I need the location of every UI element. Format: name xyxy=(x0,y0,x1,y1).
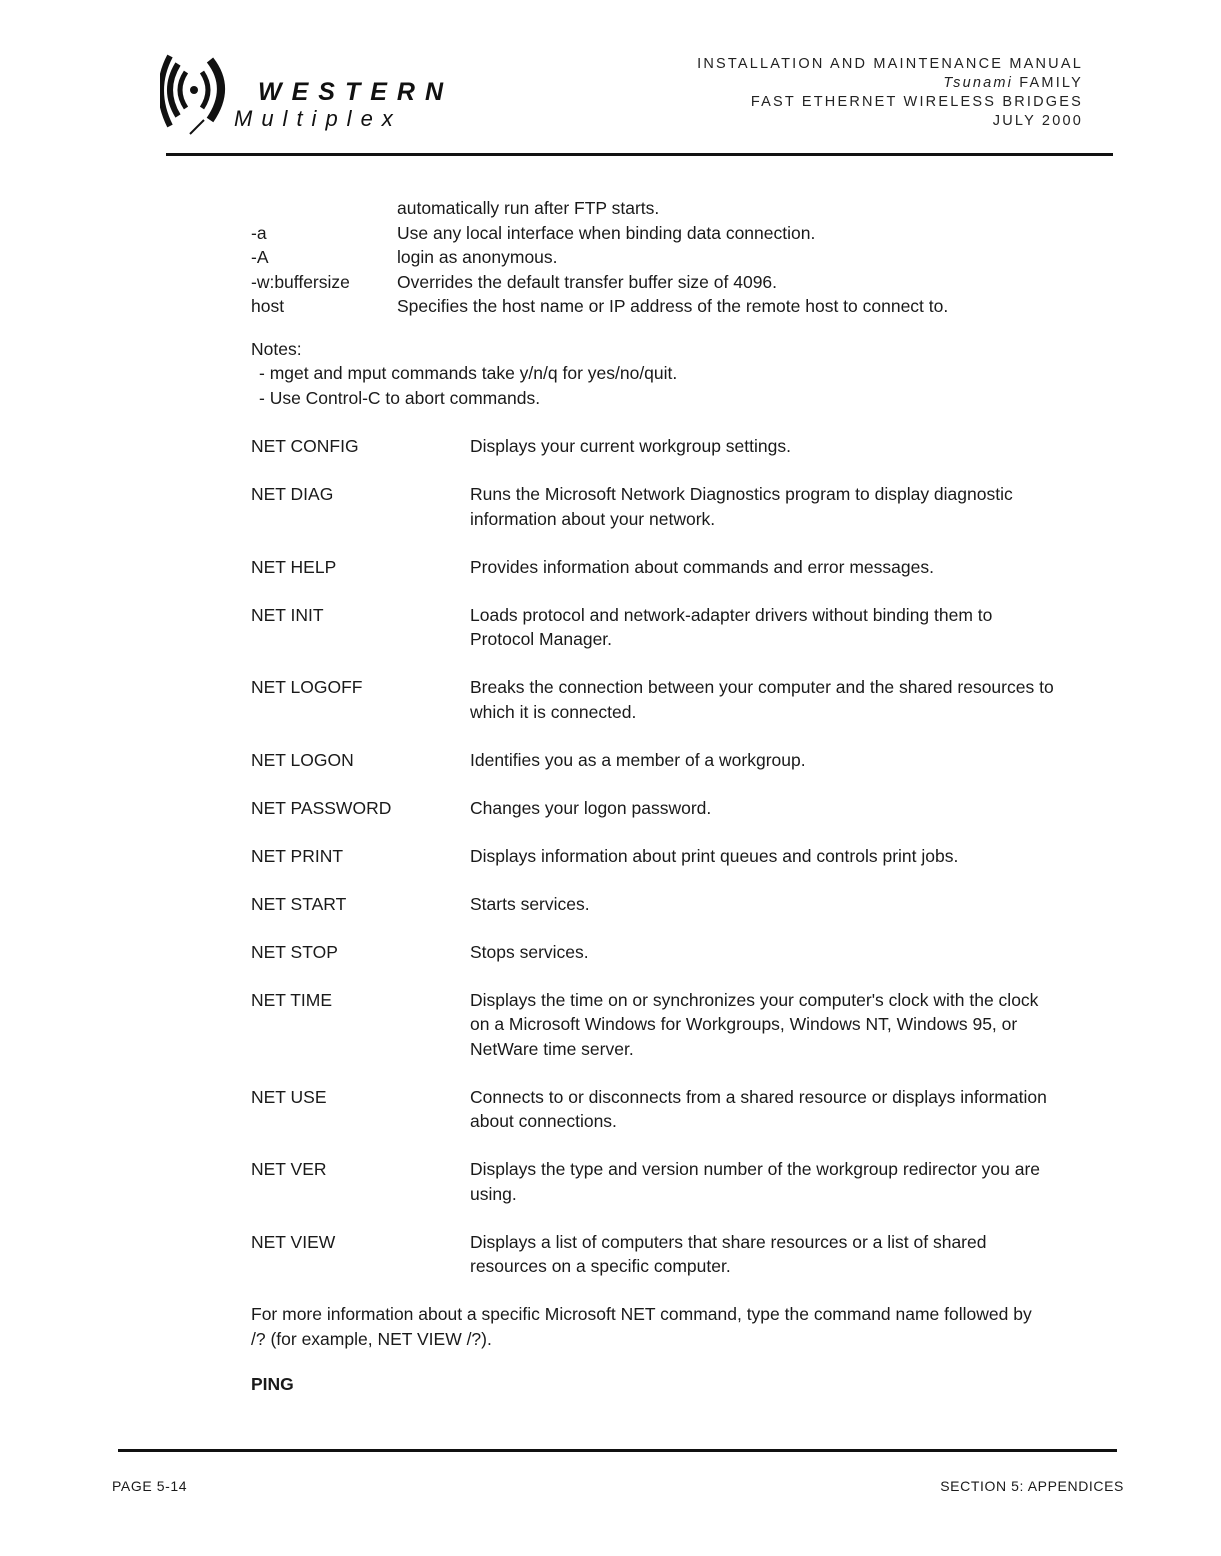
radio-wave-signal-icon xyxy=(160,50,240,140)
note-item: - mget and mput commands take y/n/q for yes/no/quit. xyxy=(259,363,678,383)
command-description: Breaks the connection between your computer and the shared resources to which it is connected. xyxy=(470,677,1054,722)
notes-title: Notes: xyxy=(251,338,302,359)
command-description: Starts services. xyxy=(470,893,590,914)
command-name: NET START xyxy=(251,893,347,914)
command-name: NET CONFIG xyxy=(251,436,359,456)
option-description: Use any local interface when binding data connection. xyxy=(397,222,816,243)
command-description: Stops services. xyxy=(470,941,589,962)
command-name: NET LOGOFF xyxy=(251,677,363,697)
command-row xyxy=(251,1157,1071,1206)
option-row xyxy=(251,196,1071,221)
notes-block xyxy=(251,337,1071,411)
option-description: automatically run after FTP starts. xyxy=(397,198,660,218)
command-description: Loads protocol and network-adapter drivers without binding them to Protocol Manager. xyxy=(470,604,993,649)
command-description: Runs the Microsoft Network Diagnostics program to display diagnostic information about your network. xyxy=(470,484,1013,529)
command-description: Provides information about commands and error messages. xyxy=(470,556,934,577)
command-description: Displays a list of computers that share resources or a list of shared resources on a specific computer. xyxy=(470,1231,987,1276)
command-row xyxy=(251,482,1071,531)
command-name: NET PASSWORD xyxy=(251,797,392,818)
command-row xyxy=(251,892,1071,917)
command-row xyxy=(251,603,1071,652)
command-row xyxy=(251,1230,1071,1279)
command-row xyxy=(251,434,1071,459)
command-description: Displays the time on or synchronizes your computer's clock with the clock on a Microsoft Windows for Workgroups, Windows NT, Windows 95, or NetWare time server. xyxy=(470,989,1039,1059)
option-row xyxy=(251,221,1071,246)
header-family-line xyxy=(697,74,1083,93)
command-row xyxy=(251,940,1071,965)
header-manual-title: INSTALLATION AND MAINTENANCE MANUAL xyxy=(697,56,1083,72)
command-row xyxy=(251,844,1071,869)
more-info-paragraph: For more information about a specific Microsoft NET command, type the command name followed by /? (for example, NET VIEW /?). xyxy=(251,1304,1032,1349)
option-key: host xyxy=(251,296,285,316)
command-name: NET TIME xyxy=(251,989,333,1010)
option-key xyxy=(251,196,397,221)
company-logo xyxy=(160,50,453,140)
option-row xyxy=(251,294,1071,319)
option-description: Specifies the host name or IP address of the remote host to connect to. xyxy=(397,296,949,316)
command-name: NET HELP xyxy=(251,556,337,577)
command-row xyxy=(251,796,1071,821)
section-label: SECTION 5: APPENDICES xyxy=(940,1478,1124,1494)
command-name: NET INIT xyxy=(251,604,324,625)
option-description: Overrides the default transfer buffer size of 4096. xyxy=(397,271,778,292)
command-description: Displays information about print queues and controls print jobs. xyxy=(470,845,959,866)
option-key: -a xyxy=(251,222,267,243)
header-date: JULY 2000 xyxy=(992,113,1083,129)
command-description: Displays the type and version number of the workgroup redirector you are using. xyxy=(470,1159,1041,1204)
command-row xyxy=(251,988,1071,1062)
command-name: NET VIEW xyxy=(251,1231,336,1252)
command-name: NET STOP xyxy=(251,941,338,962)
command-description: Identifies you as a member of a workgroup. xyxy=(470,749,806,770)
logo-wordmark-multiplex: Multiplex xyxy=(234,106,402,131)
footer-divider xyxy=(118,1449,1117,1452)
ftp-options-list xyxy=(251,196,1071,319)
header-product-line: FAST ETHERNET WIRELESS BRIDGES xyxy=(750,94,1083,110)
command-row xyxy=(251,1085,1071,1134)
page-number: PAGE 5-14 xyxy=(112,1478,188,1494)
command-name: NET USE xyxy=(251,1086,327,1107)
command-description: Connects to or disconnects from a shared resource or displays information about connections. xyxy=(470,1086,1047,1131)
section-heading-ping: PING xyxy=(251,1374,294,1394)
command-name: NET DIAG xyxy=(251,484,334,504)
header-family-rest: FAMILY xyxy=(1013,75,1083,91)
command-row xyxy=(251,555,1071,580)
note-item: - Use Control-C to abort commands. xyxy=(259,387,541,408)
command-description: Displays your current workgroup settings. xyxy=(470,436,791,456)
option-row xyxy=(251,245,1071,270)
header-family-italic: Tsunami xyxy=(943,75,1014,91)
command-name: NET LOGON xyxy=(251,749,354,770)
command-row xyxy=(251,675,1071,724)
option-key: -w:buffersize xyxy=(251,271,350,292)
page-body xyxy=(251,196,1071,1395)
command-name: NET PRINT xyxy=(251,845,344,866)
logo-wordmark-western: WESTERN xyxy=(258,78,453,106)
document-header xyxy=(697,55,1083,131)
command-description: Changes your logon password. xyxy=(470,797,712,818)
command-row xyxy=(251,748,1071,773)
header-divider xyxy=(166,153,1113,156)
option-description: login as anonymous. xyxy=(397,247,558,267)
option-row xyxy=(251,270,1071,295)
net-commands-list xyxy=(251,434,1071,1279)
option-key: -A xyxy=(251,247,269,267)
command-name: NET VER xyxy=(251,1159,327,1179)
